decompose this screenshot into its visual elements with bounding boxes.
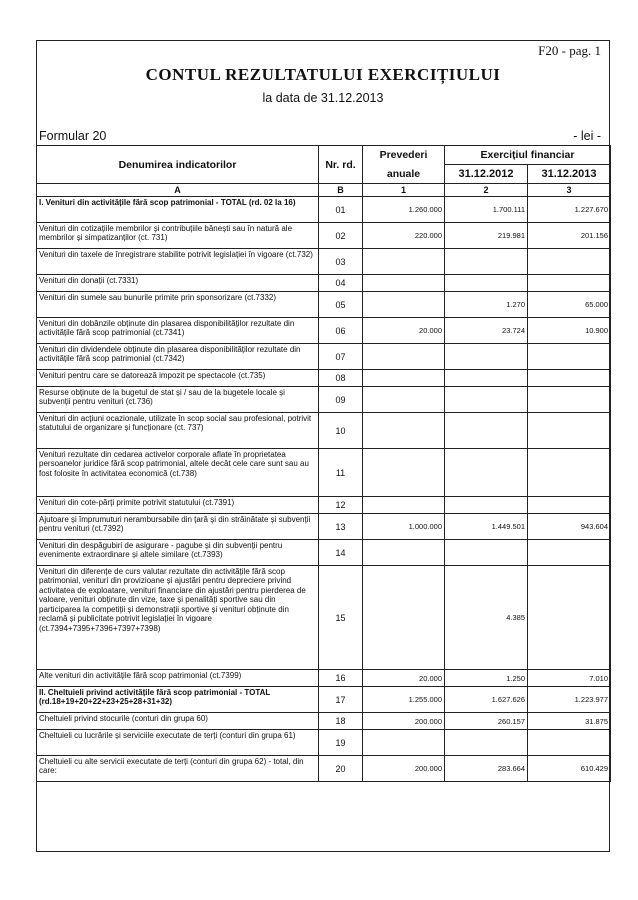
row-number: 01: [319, 197, 363, 223]
row-prevederi-value: [363, 387, 445, 413]
row-2012-value: 23.724: [445, 318, 528, 344]
row-2012-value: [445, 730, 528, 756]
row-number: 03: [319, 249, 363, 275]
table-row: [37, 197, 611, 223]
table-row: [37, 449, 611, 497]
row-2013-value: 31.875: [528, 713, 611, 730]
row-2013-value: 201.156: [528, 223, 611, 249]
table-row: [37, 687, 611, 713]
row-description: Venituri din dividendele obținute din plasarea disponibilităților rezultate din activitățile fără scop patrimonial (ct.7342): [37, 344, 319, 370]
col-index-b: B: [319, 184, 363, 197]
row-prevederi-value: 200.000: [363, 756, 445, 782]
row-number: 14: [319, 540, 363, 566]
row-2012-value: 283.664: [445, 756, 528, 782]
row-description: Cheltuieli cu alte servicii executate de terți (conturi din grupa 62) - total, din care:: [37, 756, 319, 782]
row-2012-value: [445, 449, 528, 497]
row-description: Venituri pentru care se datorează impozit pe spectacole (ct.735): [37, 370, 319, 387]
row-description: Cheltuieli cu lucrările și serviciile executate de terți (conturi din grupa 61): [37, 730, 319, 756]
row-2012-value: [445, 370, 528, 387]
row-prevederi-value: 20.000: [363, 670, 445, 687]
row-2013-value: [528, 370, 611, 387]
row-prevederi-value: [363, 370, 445, 387]
row-number: 20: [319, 756, 363, 782]
row-description: Ajutoare și împrumuturi nerambursabile din țară și din străinătate și subvenții pentru venituri (ct.7392): [37, 514, 319, 540]
row-prevederi-value: 200.000: [363, 713, 445, 730]
row-2012-value: 1.250: [445, 670, 528, 687]
row-description: Venituri din cote-părți primite potrivit statutului (ct.7391): [37, 497, 319, 514]
row-number: 09: [319, 387, 363, 413]
row-2012-value: [445, 540, 528, 566]
table-row: [37, 249, 611, 275]
row-number: 18: [319, 713, 363, 730]
row-prevederi-value: [363, 344, 445, 370]
row-2012-value: 1.627.626: [445, 687, 528, 713]
table-row: [37, 566, 611, 670]
row-prevederi-value: [363, 540, 445, 566]
table-row: [37, 387, 611, 413]
col-index-1: 1: [363, 184, 445, 197]
header-2013: 31.12.2013: [528, 165, 611, 184]
table-row: [37, 514, 611, 540]
row-2013-value: [528, 730, 611, 756]
row-prevederi-value: 220.000: [363, 223, 445, 249]
row-2012-value: 219.981: [445, 223, 528, 249]
header-2012: 31.12.2012: [445, 165, 528, 184]
row-2013-value: 1.227.670: [528, 197, 611, 223]
row-2013-value: 7.010: [528, 670, 611, 687]
row-description: I. Venituri din activitățile fără scop patrimonial - TOTAL (rd. 02 la 16): [37, 197, 319, 223]
table-row: [37, 413, 611, 449]
row-prevederi-value: [363, 730, 445, 756]
row-2013-value: [528, 497, 611, 514]
row-2012-value: 1.449.501: [445, 514, 528, 540]
row-description: Venituri din acțiuni ocazionale, utilizate în scop social sau profesional, potrivit statutului de organizare și funcționare (ct. 737): [37, 413, 319, 449]
formular-label: Formular 20: [39, 129, 107, 143]
row-number: 13: [319, 514, 363, 540]
row-number: 08: [319, 370, 363, 387]
row-description: Cheltuieli privind stocurile (conturi din grupa 60): [37, 713, 319, 730]
table-row: [37, 756, 611, 782]
row-2012-value: [445, 497, 528, 514]
row-description: Venituri din dobânzile obținute din plasarea disponibilităților rezultate din activitățile fără scop patrimonial (ct.7341): [37, 318, 319, 344]
row-description: Venituri din donații (ct.7331): [37, 275, 319, 292]
row-2013-value: [528, 249, 611, 275]
row-prevederi-value: [363, 413, 445, 449]
row-prevederi-value: 20.000: [363, 318, 445, 344]
col-index-2: 2: [445, 184, 528, 197]
row-number: 11: [319, 449, 363, 497]
row-2013-value: [528, 449, 611, 497]
row-prevederi-value: 1.000.000: [363, 514, 445, 540]
table-row: [37, 497, 611, 514]
row-number: 19: [319, 730, 363, 756]
header-nr-rd: Nr. rd.: [319, 146, 363, 184]
table-row: [37, 223, 611, 249]
row-number: 05: [319, 292, 363, 318]
row-2013-value: 1.223.977: [528, 687, 611, 713]
row-number: 17: [319, 687, 363, 713]
table-row: [37, 540, 611, 566]
header-prevederi: Prevederi: [363, 146, 445, 165]
row-2012-value: 260.157: [445, 713, 528, 730]
col-index-a: A: [37, 184, 319, 197]
row-number: 15: [319, 566, 363, 670]
results-table: [36, 145, 611, 782]
header-denumirea: Denumirea indicatorilor: [37, 146, 319, 184]
row-description: Venituri din taxele de înregistrare stabilite potrivit legislației în vigoare (ct.732): [37, 249, 319, 275]
row-number: 04: [319, 275, 363, 292]
row-prevederi-value: 1.255.000: [363, 687, 445, 713]
row-number: 12: [319, 497, 363, 514]
row-description: Resurse obținute de la bugetul de stat și / sau de la bugetele locale și subvenții pentru venituri (ct.736): [37, 387, 319, 413]
row-number: 06: [319, 318, 363, 344]
row-description: Venituri din diferențe de curs valutar rezultate din activitățile fără scop patrimonial, venituri din provizioane și ajustări pentru depreciere privind activitatea de exploatare, venituri financiare din ajustări pentru pierderea de valoare, venituri obținute din vize, taxe și penalități sportive sau din participarea la competiții și demonstrații sportive și venituri obținute din reclamă și publicitate potrivit legislației în vigoare (ct.7394+7395+7396+7397+7398): [37, 566, 319, 670]
row-prevederi-value: [363, 292, 445, 318]
table-row: [37, 275, 611, 292]
row-description: Alte venituri din activitățile fără scop patrimonial (ct.7399): [37, 670, 319, 687]
row-prevederi-value: [363, 449, 445, 497]
table-row: [37, 670, 611, 687]
header-exercitiul: Exercițiul financiar: [445, 146, 611, 165]
col-index-3: 3: [528, 184, 611, 197]
row-2013-value: [528, 387, 611, 413]
page-label: F20 - pag. 1: [538, 43, 601, 58]
row-description: Venituri rezultate din cedarea activelor corporale aflate în proprietatea persoanelor juridice fără scop patrimonial, altele decât cele care sunt sau au fost folosite în activitatea economică (ct.738): [37, 449, 319, 497]
row-2013-value: [528, 413, 611, 449]
row-2012-value: [445, 344, 528, 370]
row-number: 07: [319, 344, 363, 370]
document-title: CONTUL REZULTATULUI EXERCIȚIULUI: [145, 65, 501, 84]
row-description: Venituri din cotizațiile membrilor și contribuțiile bănești sau în natură ale membrilor și simpatizanților (ct. 731): [37, 223, 319, 249]
row-2012-value: 1.270: [445, 292, 528, 318]
row-description: Venituri din sumele sau bunurile primite prin sponsorizare (ct.7332): [37, 292, 319, 318]
row-2012-value: [445, 387, 528, 413]
table-row: [37, 318, 611, 344]
row-2012-value: 4.385: [445, 566, 528, 670]
row-2013-value: [528, 275, 611, 292]
row-number: 10: [319, 413, 363, 449]
row-2012-value: 1.700.111: [445, 197, 528, 223]
row-number: 02: [319, 223, 363, 249]
row-2012-value: [445, 275, 528, 292]
row-prevederi-value: [363, 275, 445, 292]
table-row: [37, 292, 611, 318]
row-2012-value: [445, 249, 528, 275]
row-2013-value: 943.604: [528, 514, 611, 540]
row-2013-value: 10.900: [528, 318, 611, 344]
table-row: [37, 730, 611, 756]
row-number: 16: [319, 670, 363, 687]
unit-label: - lei -: [573, 129, 601, 143]
row-2013-value: [528, 566, 611, 670]
row-2012-value: [445, 413, 528, 449]
table-row: [37, 344, 611, 370]
document-frame: [36, 40, 610, 852]
row-prevederi-value: [363, 566, 445, 670]
row-2013-value: 65.000: [528, 292, 611, 318]
document-subtitle: la data de 31.12.2013: [262, 91, 384, 105]
table-row: [37, 370, 611, 387]
row-prevederi-value: [363, 249, 445, 275]
table-row: [37, 713, 611, 730]
row-2013-value: [528, 344, 611, 370]
row-2013-value: [528, 540, 611, 566]
row-description: Venituri din despăgubiri de asigurare - pagube și din subvenții pentru evenimente extraordinare și altele similare (ct.7393): [37, 540, 319, 566]
row-description: II. Cheltuieli privind activitățile fără scop patrimonial - TOTAL (rd.18+19+20+22+23+25+28+31+32): [37, 687, 319, 713]
row-prevederi-value: [363, 497, 445, 514]
row-prevederi-value: 1.260.000: [363, 197, 445, 223]
row-2013-value: 610.429: [528, 756, 611, 782]
header-anuale: anuale: [363, 165, 445, 184]
